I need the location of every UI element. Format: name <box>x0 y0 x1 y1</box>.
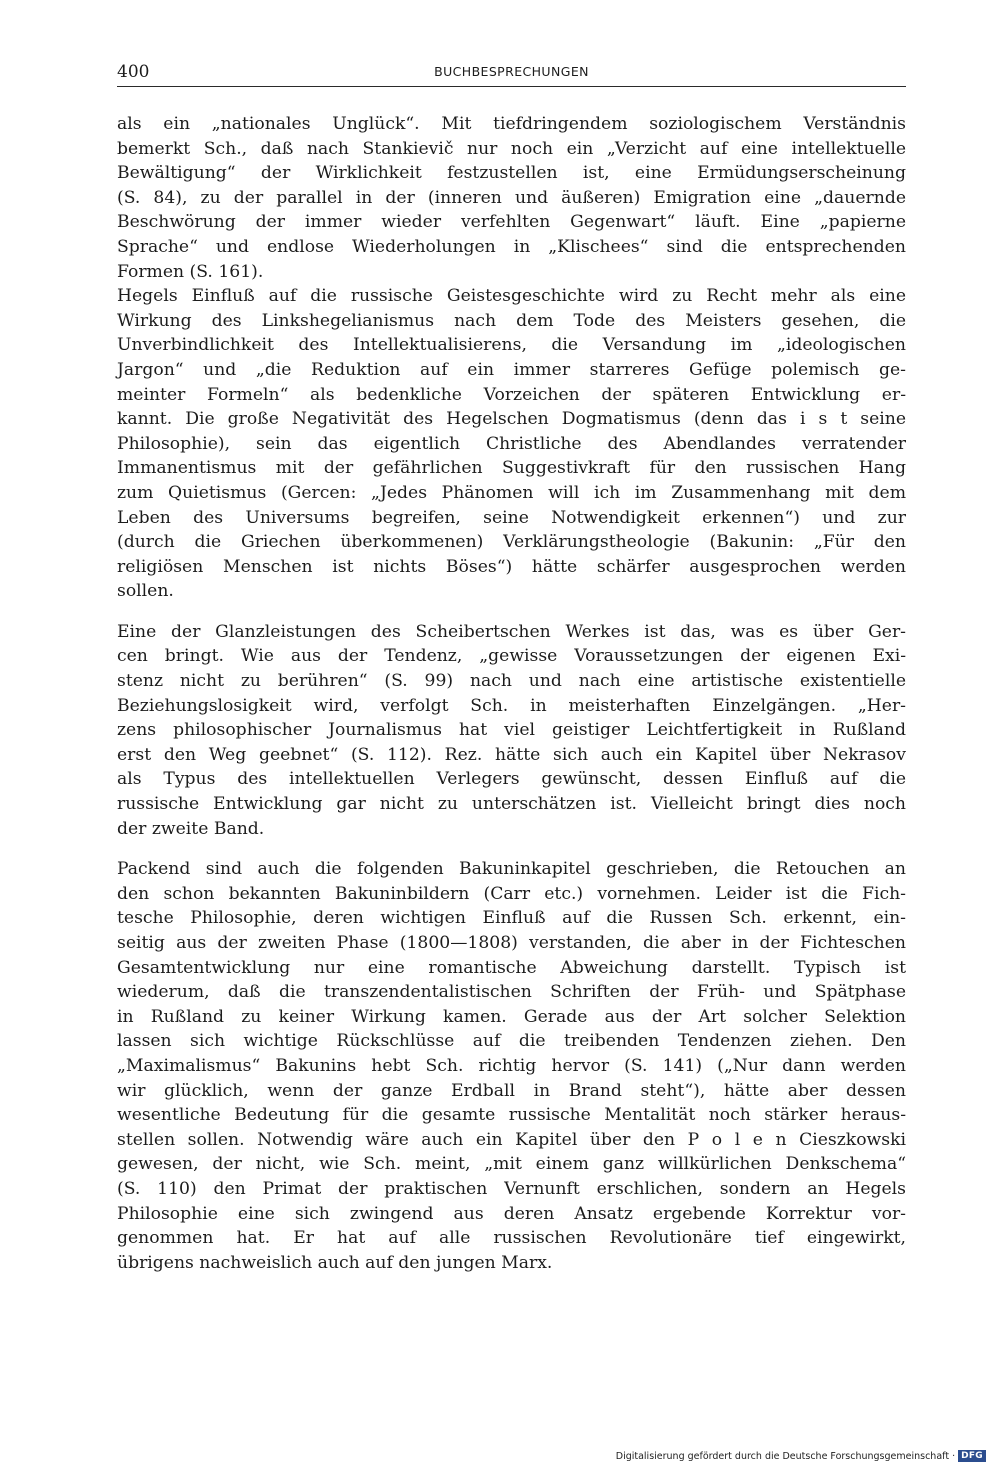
text-line: wir glücklich, wenn der ganze Erdball in Brand steht“), hätte aber dessen <box>117 1080 906 1101</box>
funding-credit: Digitalisierung gefördert durch die Deutsche Forschungsgemeinschaft · <box>615 1450 956 1462</box>
paragraph-3 <box>117 620 906 841</box>
text-line: lassen sich wichtige Rückschlüsse auf die treibenden Tendenzen ziehen. Den <box>117 1031 906 1052</box>
text-line: Beziehungslosigkeit wird, verfolgt Sch. in meisterhaften Einzelgängen. „Her- <box>117 695 906 716</box>
text-line: Packend sind auch die folgenden Bakuninkapitel geschrieben, die Retouchen an <box>117 859 906 880</box>
text-line: sollen. <box>117 581 174 602</box>
paragraph-2 <box>117 284 906 604</box>
text-line: als Typus des intellektuellen Verlegers gewünscht, dessen Einfluß auf die <box>117 769 906 790</box>
paragraph-1 <box>117 112 906 284</box>
text-line: gewesen, der nicht, wie Sch. meint, „mit einem ganz willkürlichen Denkschema“ <box>117 1154 906 1175</box>
text-line: der zweite Band. <box>117 818 265 839</box>
article-body <box>117 112 906 1275</box>
text-line: den schon bekannten Bakuninbildern (Carr etc.) vornehmen. Leider ist die Fich- <box>117 883 906 904</box>
text-line: Unverbindlichkeit des Intellektualisierens, die Versandung im „ideologischen <box>117 335 906 356</box>
text-line: Philosophie eine sich zwingend aus deren Ansatz ergebende Korrektur vor- <box>117 1203 906 1224</box>
text-line: tesche Philosophie, deren wichtigen Einfluß auf die Russen Sch. erkennt, ein- <box>117 908 906 929</box>
text-line: stellen sollen. Notwendig wäre auch ein Kapitel über den P o l e n Cieszkowski <box>117 1129 906 1150</box>
text-line: als ein „nationales Unglück“. Mit tiefdringendem soziologischem Verständnis <box>117 114 906 134</box>
text-line: Philosophie), sein das eigentlich Christliche des Abendlandes verratender <box>117 433 906 454</box>
digitization-footer <box>616 1450 986 1462</box>
text-line: Bewältigung“ der Wirklichkeit festzustellen ist, eine Ermüdungserscheinung <box>117 163 906 184</box>
text-line: wesentliche Bedeutung für die gesamte russische Mentalität noch stärker heraus- <box>117 1105 906 1126</box>
text-line: zens philosophischer Journalismus hat viel geistiger Leichtfertigkeit in Rußland <box>117 720 906 741</box>
text-line: Formen (S. 161). <box>117 261 264 282</box>
text-line: kannt. Die große Negativität des Hegelschen Dogmatismus (denn das i s t seine <box>117 409 906 430</box>
text-line: bemerkt Sch., daß nach Stankievič nur noch ein „Verzicht auf eine intellektuelle <box>117 138 906 159</box>
paragraph-4 <box>117 857 906 1275</box>
text-line: Beschwörung der immer wieder verfehlten Gegenwart“ läuft. Eine „papierne <box>117 212 906 233</box>
text-line: Gesamtentwicklung nur eine romantische Abweichung darstellt. Typisch ist <box>117 957 906 978</box>
text-line: russische Entwicklung gar nicht zu unterschätzen ist. Vielleicht bringt dies noch <box>117 794 906 815</box>
text-line: seitig aus der zweiten Phase (1800—1808) verstanden, die aber in der Fichteschen <box>117 933 906 953</box>
text-line: Jargon“ und „die Reduktion auf ein immer starreres Gefüge polemisch ge- <box>117 359 906 380</box>
text-line: in Rußland zu keiner Wirkung kamen. Gerade aus der Art solcher Selektion <box>117 1006 906 1027</box>
text-line: stenz nicht zu berühren“ (S. 99) nach und nach eine artistische existentielle <box>117 671 906 692</box>
text-line: genommen hat. Er hat auf alle russischen Revolutionäre tief eingewirkt, <box>117 1228 906 1249</box>
text-line: wiederum, daß die transzendentalistischen Schriften der Früh- und Spätphase <box>117 982 906 1003</box>
text-line: Leben des Universums begreifen, seine Notwendigkeit erkennen“) und zur <box>117 507 906 528</box>
text-line: übrigens nachweislich auch auf den jungen Marx. <box>117 1252 553 1273</box>
running-head: BUCHBESPRECHUNGEN <box>434 64 589 79</box>
text-line: Wirkung des Linkshegelianismus nach dem Tode des Meisters gesehen, die <box>117 310 906 331</box>
text-line: cen bringt. Wie aus der Tendenz, „gewisse Voraussetzungen der eigenen Exi- <box>117 646 906 667</box>
text-line: „Maximalismus“ Bakunins hebt Sch. richtig hervor (S. 141) („Nur dann werden <box>117 1055 906 1076</box>
text-line: zum Quietismus (Gercen: „Jedes Phänomen will ich im Zusammenhang mit dem <box>117 482 906 503</box>
text-line: erst den Weg geebnet“ (S. 112). Rez. hätte sich auch ein Kapitel über Nekrasov <box>117 744 906 765</box>
text-line: Sprache“ und endlose Wiederholungen in „Klischees“ sind die entsprechenden <box>117 236 906 257</box>
text-line: religiösen Menschen ist nichts Böses“) hätte schärfer ausgesprochen werden <box>117 556 906 577</box>
text-line: Hegels Einfluß auf die russische Geistesgeschichte wird zu Recht mehr als eine <box>117 286 906 307</box>
page-header <box>117 60 906 87</box>
text-line: Eine der Glanzleistungen des Scheibertschen Werkes ist das, was es über Ger- <box>117 621 906 642</box>
page-number: 400 <box>117 62 150 82</box>
text-line: Immanentismus mit der gefährlichen Suggestivkraft für den russischen Hang <box>117 458 906 479</box>
text-line: (S. 110) den Primat der praktischen Vernunft erschlichen, sondern an Hegels <box>117 1178 906 1199</box>
text-line: (S. 84), zu der parallel in der (inneren und äußeren) Emigration eine „dauernde <box>117 187 906 208</box>
text-line: meinter Formeln“ als bedenkliche Vorzeichen der späteren Entwicklung er- <box>117 384 906 405</box>
dfg-logo: DFG <box>958 1450 986 1462</box>
text-line: (durch die Griechen überkommenen) Verklärungstheologie (Bakunin: „Für den <box>117 532 906 553</box>
